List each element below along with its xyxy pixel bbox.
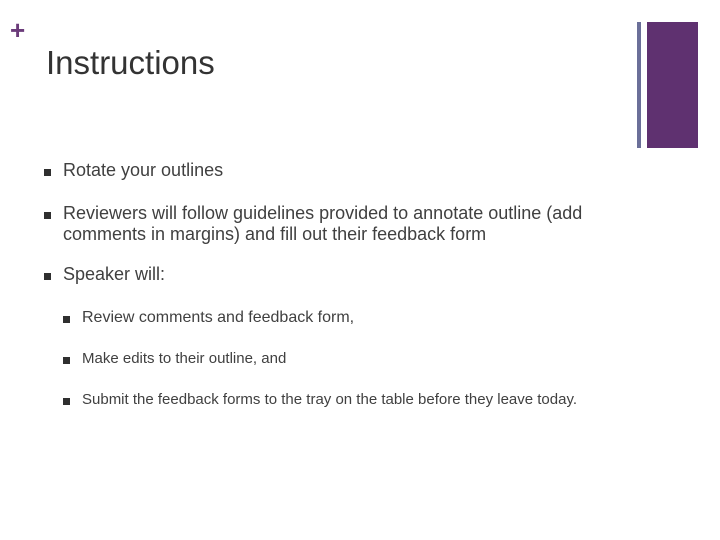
- bullet-item: [44, 160, 623, 181]
- square-bullet-icon: [63, 357, 70, 364]
- square-bullet-icon: [44, 273, 51, 280]
- accent-bar-thick: [647, 22, 698, 148]
- sub-bullet-item: [63, 349, 642, 368]
- bullet-text: Rotate your outlines: [63, 160, 224, 180]
- square-bullet-icon: [63, 316, 70, 323]
- plus-icon: +: [10, 15, 26, 45]
- square-bullet-icon: [63, 398, 70, 405]
- sub-bullet-item: [63, 308, 642, 327]
- bullet-text: Speaker will:: [63, 264, 166, 284]
- sub-bullet-text: Make edits to their outline, and: [82, 350, 287, 367]
- sub-bullet-text: Submit the feedback forms to the tray on the table before they leave today.: [82, 391, 578, 408]
- bullet-text: Reviewers will follow guidelines provided to annotate outline (add comments in margins) and fill out their feedback form: [63, 203, 583, 244]
- accent-bar-thin: [637, 22, 641, 148]
- sub-bullet-text: Review comments and feedback form,: [82, 309, 355, 326]
- sub-bullet-item: [63, 390, 642, 409]
- bullet-item: [44, 264, 623, 285]
- slide-title: Instructions: [46, 44, 215, 81]
- square-bullet-icon: [44, 212, 51, 219]
- square-bullet-icon: [44, 169, 51, 176]
- bullet-item: [44, 203, 623, 245]
